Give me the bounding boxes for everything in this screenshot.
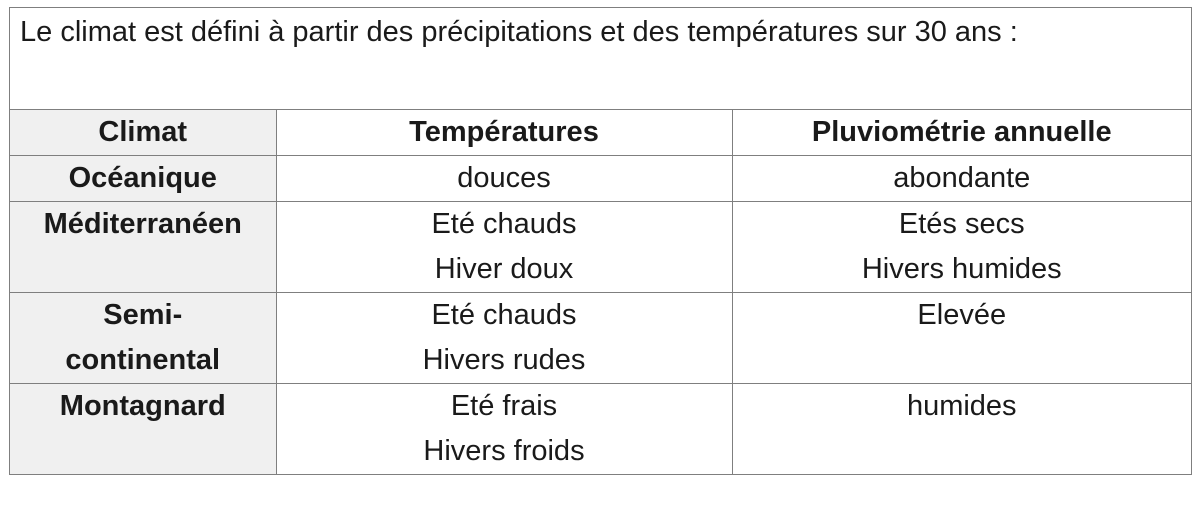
cell-line: humides	[906, 390, 1017, 422]
cell-climat	[10, 293, 276, 384]
table-row	[10, 202, 1191, 293]
cell-pluviometrie	[732, 384, 1191, 475]
cell-line: Hivers froids	[423, 435, 585, 467]
header-temperatures: Températures	[276, 110, 732, 156]
cell-line: Etés secs	[898, 208, 1025, 240]
cell-line: continental	[65, 344, 221, 376]
cell-line: Méditerranéen	[43, 208, 242, 240]
cell-pluviometrie	[732, 156, 1191, 202]
table-row	[10, 293, 1191, 384]
cell-line: Elevée	[917, 299, 1007, 331]
cell-line: Montagnard	[59, 390, 226, 422]
cell-climat	[10, 156, 276, 202]
cell-climat	[10, 202, 276, 293]
cell-line: Hiver doux	[434, 253, 574, 285]
cell-line: Eté chauds	[431, 208, 577, 240]
cell-temperatures	[276, 202, 732, 293]
cell-climat	[10, 384, 276, 475]
cell-pluviometrie	[732, 202, 1191, 293]
cell-line: abondante	[893, 162, 1031, 194]
intro-text: Le climat est défini à partir des précipitations et des températures sur 30 ans :	[10, 8, 1191, 110]
table-row	[10, 384, 1191, 475]
climate-table	[10, 110, 1191, 474]
cell-temperatures	[276, 293, 732, 384]
cell-temperatures	[276, 384, 732, 475]
climate-document	[9, 7, 1192, 475]
cell-line: douces	[457, 162, 551, 194]
header-pluviometrie: Pluviométrie annuelle	[732, 110, 1191, 156]
cell-pluviometrie	[732, 293, 1191, 384]
cell-line: Hivers humides	[861, 253, 1062, 285]
cell-line: Semi-	[103, 299, 183, 331]
cell-line: Océanique	[68, 162, 217, 194]
cell-line: Hivers rudes	[422, 344, 586, 376]
table-row	[10, 156, 1191, 202]
cell-line: Eté chauds	[431, 299, 577, 331]
cell-line: Eté frais	[450, 390, 558, 422]
header-climat: Climat	[10, 110, 276, 156]
table-header-row	[10, 110, 1191, 156]
cell-temperatures	[276, 156, 732, 202]
